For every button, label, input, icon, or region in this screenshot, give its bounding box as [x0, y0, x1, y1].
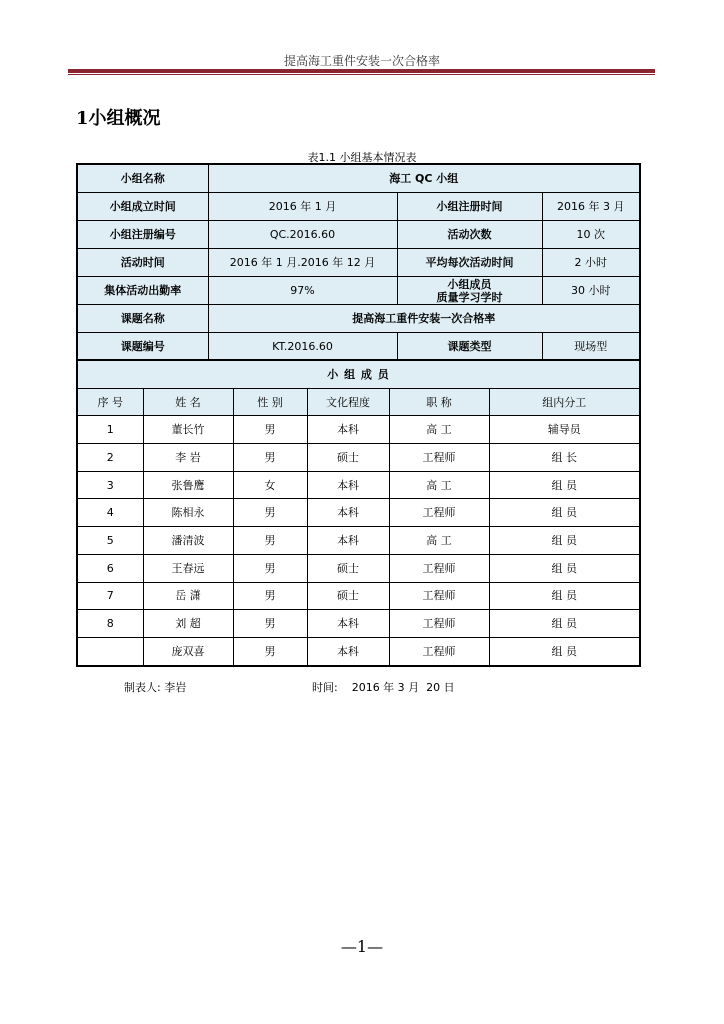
label-cell: 平均每次活动时间	[397, 249, 542, 277]
table-row	[77, 416, 640, 444]
group-name-value: 海工 QC 小组	[208, 164, 640, 193]
table-row	[77, 193, 640, 221]
header-rule-thin	[68, 74, 655, 75]
topic-no-value: KT.2016.60	[208, 333, 397, 361]
topic-value: 提高海工重件安装一次合格率	[208, 305, 640, 333]
table-cell: 男	[233, 637, 307, 665]
avg-time-value: 2 小时	[542, 249, 640, 277]
table-cell: 王春远	[143, 554, 233, 582]
table-cell: 辅导员	[489, 416, 640, 444]
label-cell: 集体活动出勤率	[77, 277, 208, 305]
label-cell: 课题名称	[77, 305, 208, 333]
table-cell: 组 员	[489, 471, 640, 499]
table-row	[77, 277, 640, 305]
study-label-line-2: 质量学习学时	[436, 290, 503, 304]
members-header-row	[77, 388, 640, 416]
label-cell: 课题编号	[77, 333, 208, 361]
table-cell: 硕士	[307, 582, 389, 610]
table-cell: 硕士	[307, 554, 389, 582]
table-cell: 1	[77, 416, 143, 444]
column-header: 职 称	[389, 388, 489, 416]
table-cell: 硕士	[307, 444, 389, 472]
table-maker: 制表人: 李岩	[124, 681, 187, 694]
table-cell: 组 长	[489, 444, 640, 472]
table-cell: 本科	[307, 499, 389, 527]
table-row	[77, 471, 640, 499]
table-cell: 男	[233, 527, 307, 555]
table-cell: 本科	[307, 416, 389, 444]
table-row	[77, 527, 640, 555]
table-cell: 男	[233, 416, 307, 444]
column-header: 组内分工	[489, 388, 640, 416]
table-cell: 6	[77, 554, 143, 582]
label-cell: 活动时间	[77, 249, 208, 277]
table-cell: 组 员	[489, 637, 640, 665]
table-row	[77, 164, 640, 193]
table-cell: 3	[77, 471, 143, 499]
running-header-title: 提高海工重件安装一次合格率	[283, 54, 440, 68]
member-rows	[77, 416, 640, 666]
table-cell: 组 员	[489, 582, 640, 610]
table-cell: 2	[77, 444, 143, 472]
label-cell: 小组成立时间	[77, 193, 208, 221]
table-cell: 组 员	[489, 610, 640, 638]
table-cell: 8	[77, 610, 143, 638]
table-cell: 高 工	[389, 527, 489, 555]
page-number: —1—	[340, 937, 384, 956]
study-label-line-1: 小组成员	[447, 277, 492, 291]
activity-time-value: 2016 年 1 月.2016 年 12 月	[208, 249, 397, 277]
table-cell: 5	[77, 527, 143, 555]
table-cell: 本科	[307, 527, 389, 555]
table-cell: 组 员	[489, 499, 640, 527]
table-row	[77, 221, 640, 249]
table-cell: 工程师	[389, 554, 489, 582]
table-cell: 男	[233, 444, 307, 472]
table-cell: 刘 超	[143, 610, 233, 638]
table-row	[77, 444, 640, 472]
table-cell: 男	[233, 610, 307, 638]
table-date: 时间: 2016 年 3 月 20 日	[312, 681, 455, 694]
table-cell: 男	[233, 554, 307, 582]
table-cell: 7	[77, 582, 143, 610]
section-title: 1小组概况	[76, 108, 161, 129]
table-cell: 女	[233, 471, 307, 499]
table-cell: 张鲁鹰	[143, 471, 233, 499]
label-cell: 小组名称	[77, 164, 208, 193]
table-cell: 工程师	[389, 499, 489, 527]
table-cell: 董长竹	[143, 416, 233, 444]
table-row	[77, 637, 640, 665]
table-cell: 潘清波	[143, 527, 233, 555]
members-title-row	[77, 360, 640, 388]
column-header: 姓 名	[143, 388, 233, 416]
table-cell: 组 员	[489, 527, 640, 555]
group-info-table	[76, 163, 641, 361]
attendance-value: 97%	[208, 277, 397, 305]
label-cell	[397, 277, 542, 305]
table-cell: 组 员	[489, 554, 640, 582]
label-cell: 小组注册时间	[397, 193, 542, 221]
table-caption: 表1.1 小组基本情况表	[307, 151, 417, 164]
study-hours-value: 30 小时	[542, 277, 640, 305]
column-header: 性 别	[233, 388, 307, 416]
members-title: 小 组 成 员	[77, 360, 640, 388]
table-cell: 工程师	[389, 444, 489, 472]
table-cell: 陈相永	[143, 499, 233, 527]
table-cell: 本科	[307, 471, 389, 499]
table-cell: 李 岩	[143, 444, 233, 472]
column-header: 序 号	[77, 388, 143, 416]
table-cell: 工程师	[389, 637, 489, 665]
table-row	[77, 610, 640, 638]
table-cell: 岳 潇	[143, 582, 233, 610]
table-row	[77, 554, 640, 582]
reg-no-value: QC.2016.60	[208, 221, 397, 249]
table-row	[77, 582, 640, 610]
table-cell: 工程师	[389, 610, 489, 638]
table-cell: 高 工	[389, 471, 489, 499]
registered-value: 2016 年 3 月	[542, 193, 640, 221]
table-row	[77, 249, 640, 277]
founded-value: 2016 年 1 月	[208, 193, 397, 221]
label-cell: 活动次数	[397, 221, 542, 249]
table-cell: 高 工	[389, 416, 489, 444]
table-cell: 工程师	[389, 582, 489, 610]
table-cell: 本科	[307, 637, 389, 665]
header-rule	[68, 69, 655, 73]
members-table	[76, 359, 641, 667]
label-cell: 课题类型	[397, 333, 542, 361]
table-row	[77, 333, 640, 361]
topic-type-value: 现场型	[542, 333, 640, 361]
table-cell	[77, 637, 143, 665]
table-row	[77, 305, 640, 333]
table-cell: 4	[77, 499, 143, 527]
label-cell: 小组注册编号	[77, 221, 208, 249]
table-cell: 男	[233, 499, 307, 527]
column-header: 文化程度	[307, 388, 389, 416]
table-cell: 男	[233, 582, 307, 610]
table-cell: 庞双喜	[143, 637, 233, 665]
table-row	[77, 499, 640, 527]
activity-count-value: 10 次	[542, 221, 640, 249]
table-cell: 本科	[307, 610, 389, 638]
